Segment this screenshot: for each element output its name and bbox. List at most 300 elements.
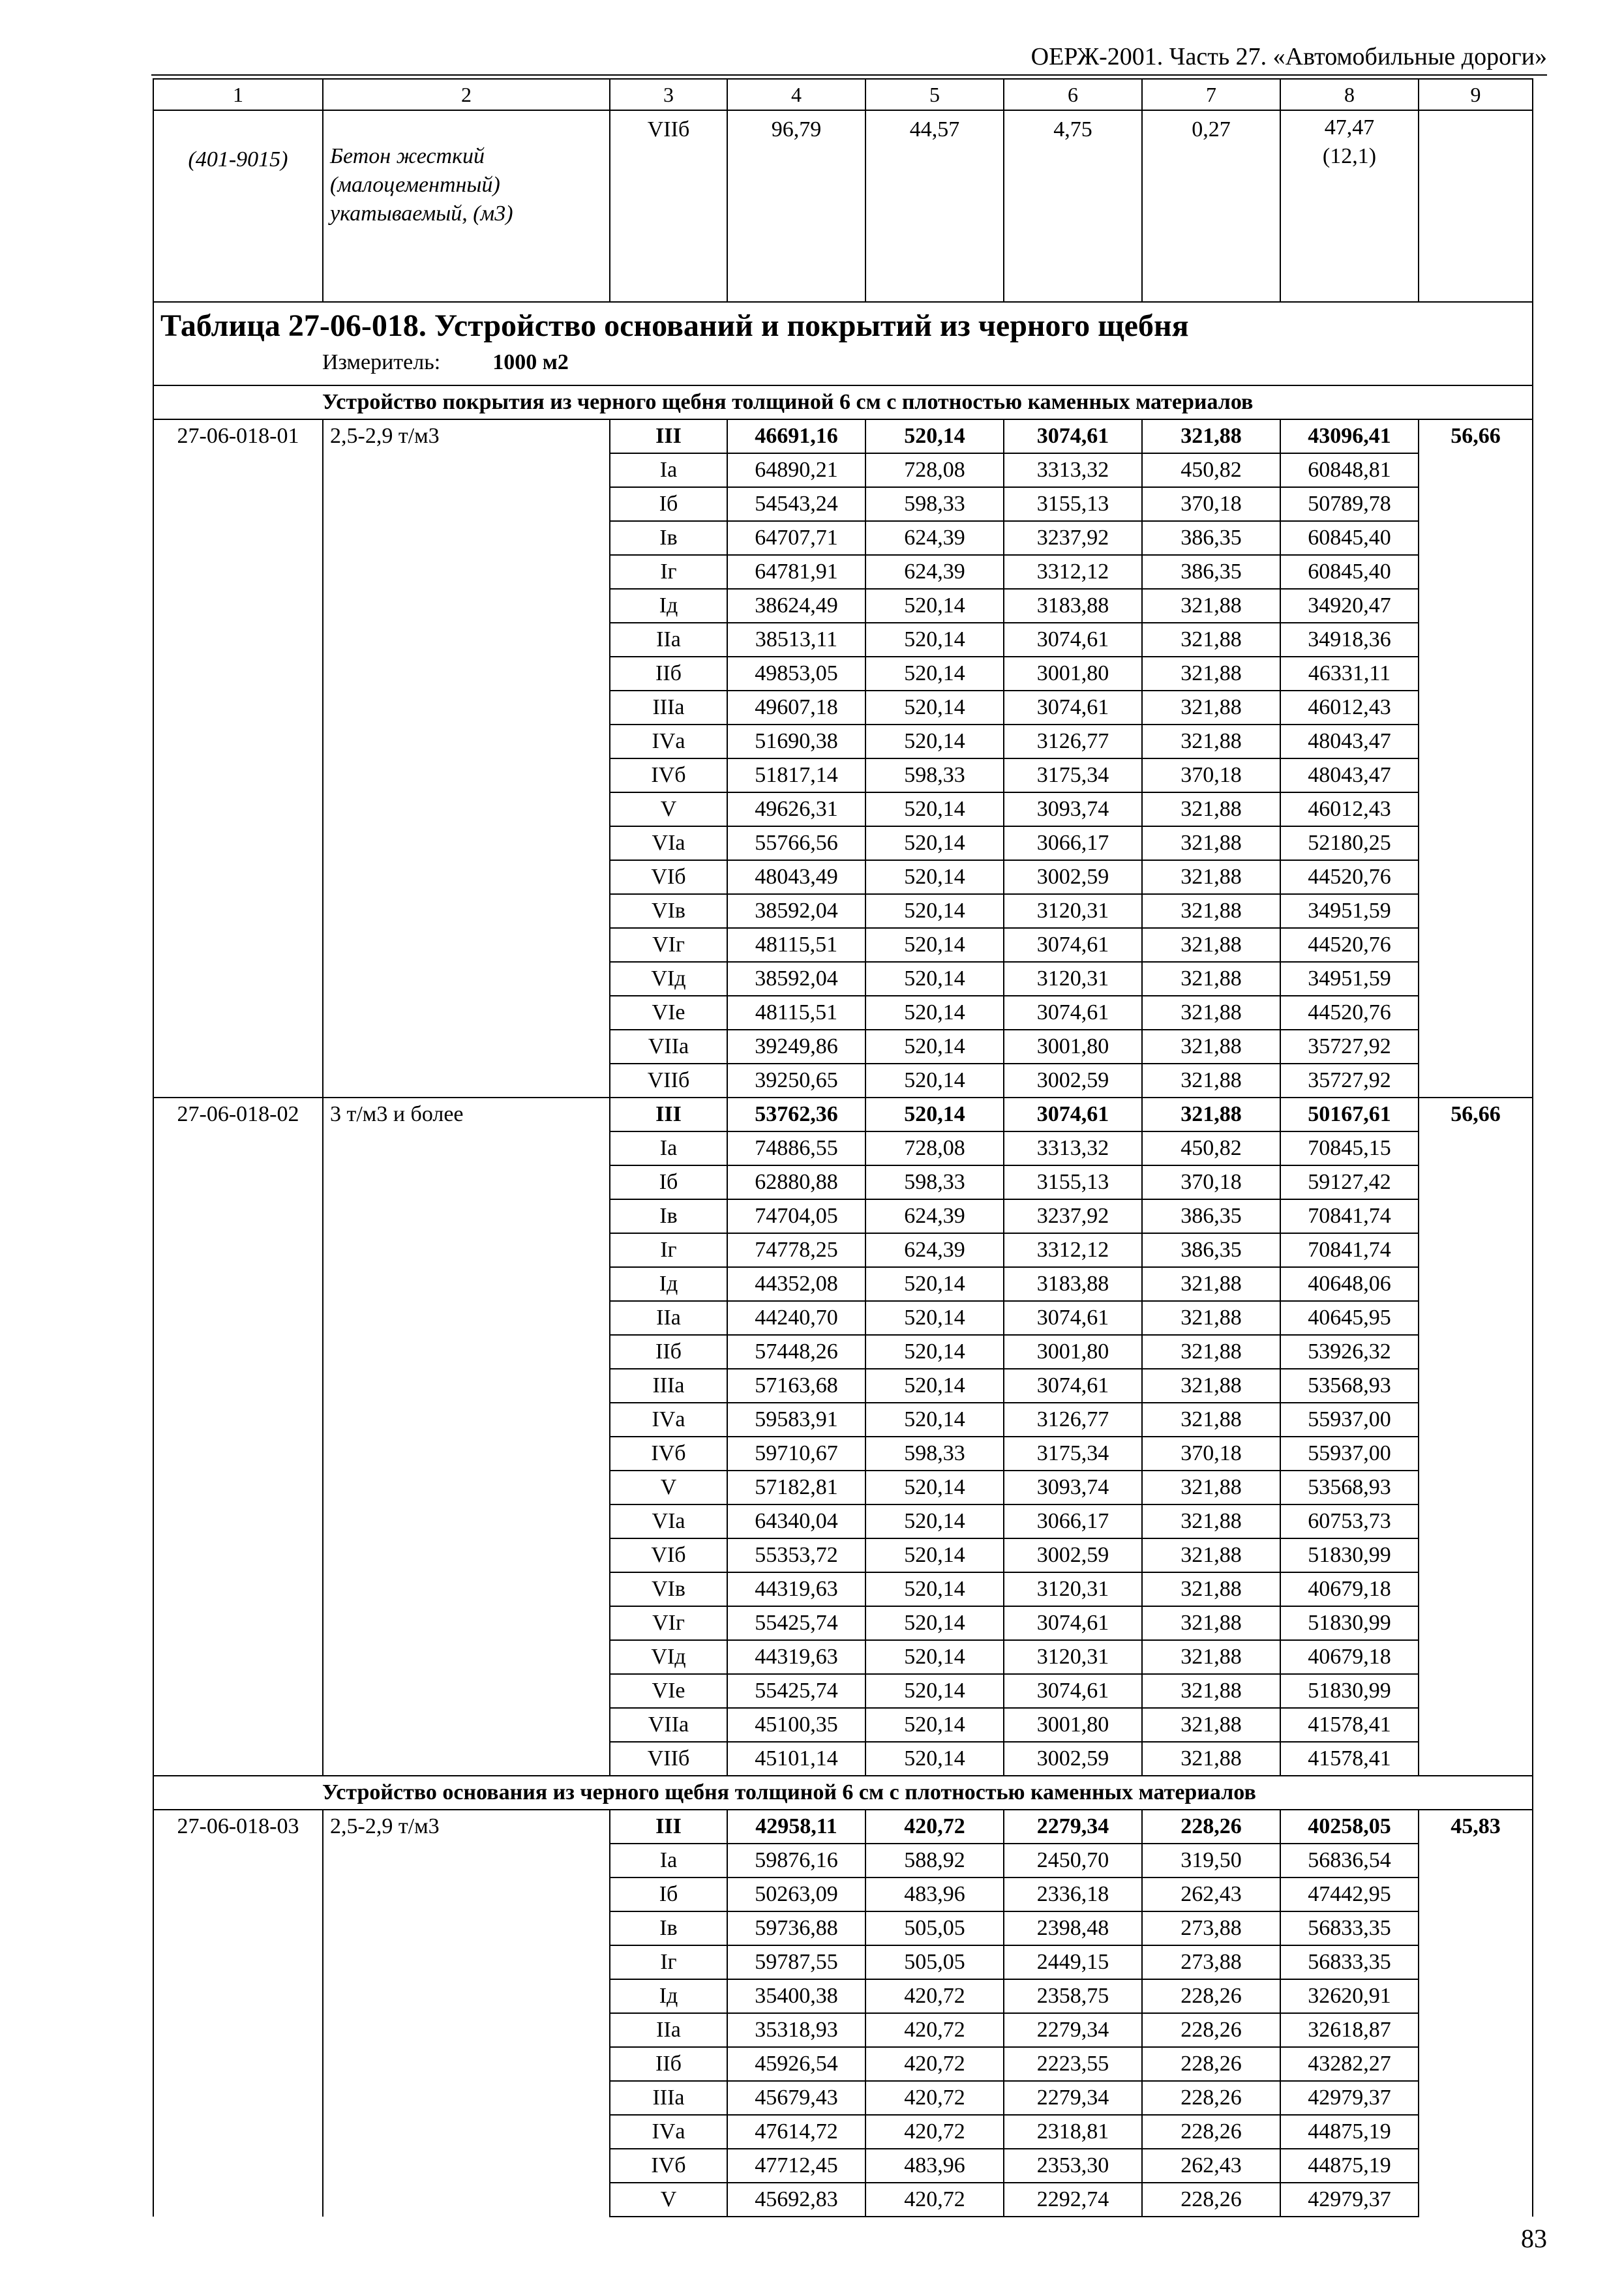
value-cell: 598,33 (865, 1437, 1004, 1471)
value-cell: 60845,40 (1280, 555, 1419, 589)
value-cell: 59736,88 (727, 1911, 865, 1945)
value-cell: 42979,37 (1280, 2183, 1419, 2217)
value-cell: 2292,74 (1004, 2183, 1142, 2217)
value-cell: 370,18 (1142, 1165, 1280, 1199)
value-cell: 48043,47 (1280, 758, 1419, 792)
value-cell: 47442,95 (1280, 1878, 1419, 1911)
value-cell: 370,18 (1142, 487, 1280, 521)
value-cell: 45100,35 (727, 1708, 865, 1742)
value-cell: 3002,59 (1004, 1742, 1142, 1776)
zone-cell: VIIб (610, 110, 727, 302)
value-cell: 370,18 (1142, 1437, 1280, 1471)
value-cell: 42958,11 (727, 1810, 865, 1844)
value-cell: 64781,91 (727, 555, 865, 589)
value-cell: 55937,00 (1280, 1437, 1419, 1471)
zone-cell: IIб (610, 657, 727, 691)
zone-cell: IVа (610, 1403, 727, 1437)
material-code: (401-9015) (153, 110, 323, 302)
value-cell: 598,33 (865, 758, 1004, 792)
value-cell: 32618,87 (1280, 2013, 1419, 2047)
zone-cell: VIIб (610, 1742, 727, 1776)
value-cell: 624,39 (865, 1233, 1004, 1267)
value-cell: 520,14 (865, 1572, 1004, 1606)
value-cell: 50263,09 (727, 1878, 865, 1911)
value-cell: 39250,65 (727, 1064, 865, 1098)
value-cell: 520,14 (865, 623, 1004, 657)
value-cell: 520,14 (865, 1335, 1004, 1369)
value-cell: 386,35 (1142, 555, 1280, 589)
zone-cell: Iг (610, 1233, 727, 1267)
value-cell: 3120,31 (1004, 1640, 1142, 1674)
zone-cell: III (610, 1810, 727, 1844)
zone-cell: Iд (610, 1267, 727, 1301)
column-number: 5 (865, 79, 1004, 110)
labor-value: 56,66 (1419, 419, 1533, 1098)
value-cell: 56833,35 (1280, 1945, 1419, 1979)
value-cell: 386,35 (1142, 1199, 1280, 1233)
value-cell: 44240,70 (727, 1301, 865, 1335)
value-cell: 520,14 (865, 725, 1004, 758)
zone-cell: VIе (610, 1674, 727, 1708)
value-cell: 520,14 (865, 1742, 1004, 1776)
zone-cell: VIе (610, 996, 727, 1030)
value-cell: 321,88 (1142, 860, 1280, 894)
value-cell: 3120,31 (1004, 1572, 1142, 1606)
zone-cell: IIIа (610, 691, 727, 725)
value-cell: 44520,76 (1280, 860, 1419, 894)
zone-cell: IVб (610, 1437, 727, 1471)
value-cell: 35400,38 (727, 1979, 865, 2013)
value-cell: 46331,11 (1280, 657, 1419, 691)
value-cell: 520,14 (865, 657, 1004, 691)
value-cell: 3183,88 (1004, 589, 1142, 623)
value-cell: 598,33 (865, 1165, 1004, 1199)
zone-cell: IIб (610, 2047, 727, 2081)
value-cell: 45926,54 (727, 2047, 865, 2081)
value-cell: 55425,74 (727, 1606, 865, 1640)
value-cell: 34918,36 (1280, 623, 1419, 657)
value-cell: 3120,31 (1004, 894, 1142, 928)
value-cell: 420,72 (865, 2115, 1004, 2149)
zone-cell: V (610, 2183, 727, 2217)
zone-cell: VIв (610, 1572, 727, 1606)
value-cell: 3312,12 (1004, 1233, 1142, 1267)
value-cell: 2279,34 (1004, 1810, 1142, 1844)
value-cell: 3237,92 (1004, 521, 1142, 555)
value-cell: 3001,80 (1004, 1708, 1142, 1742)
section-heading-row (153, 385, 1533, 419)
zone-cell: III (610, 1098, 727, 1131)
zone-cell: VIг (610, 1606, 727, 1640)
value-cell: 50789,78 (1280, 487, 1419, 521)
value-cell: 34920,47 (1280, 589, 1419, 623)
value-cell: 47712,45 (727, 2149, 865, 2183)
value-cell: 2353,30 (1004, 2149, 1142, 2183)
value-cell: 55353,72 (727, 1538, 865, 1572)
zone-cell: VIIа (610, 1030, 727, 1064)
zone-cell: Iд (610, 589, 727, 623)
value-cell: 3074,61 (1004, 623, 1142, 657)
value-cell: 44520,76 (1280, 928, 1419, 962)
value-cell: 3155,13 (1004, 487, 1142, 521)
value-cell: 44319,63 (727, 1572, 865, 1606)
value-cell: 321,88 (1142, 1098, 1280, 1131)
zone-cell: IVа (610, 2115, 727, 2149)
value-cell: 38592,04 (727, 894, 865, 928)
zone-cell: IIIа (610, 2081, 727, 2115)
value-cell: 319,50 (1142, 1844, 1280, 1878)
value-cell: 273,88 (1142, 1945, 1280, 1979)
value-cell: 520,14 (865, 1403, 1004, 1437)
price-table (153, 78, 1533, 2217)
unit-value: 1000 м2 (492, 350, 569, 374)
zone-cell: Iв (610, 521, 727, 555)
zone-cell: Iа (610, 453, 727, 487)
zone-cell: IIа (610, 623, 727, 657)
value-cell: 420,72 (865, 2081, 1004, 2115)
value-cell: 44,57 (865, 110, 1004, 302)
zone-cell: IIа (610, 2013, 727, 2047)
value-cell: 321,88 (1142, 1708, 1280, 1742)
value-cell: 321,88 (1142, 962, 1280, 996)
value-cell: 520,14 (865, 928, 1004, 962)
value-cell: 321,88 (1142, 1301, 1280, 1335)
value-cell: 38513,11 (727, 623, 865, 657)
value-cell: 52180,25 (1280, 826, 1419, 860)
value-cell: 45679,43 (727, 2081, 865, 2115)
value-cell: 588,92 (865, 1844, 1004, 1878)
value-cell: 3120,31 (1004, 962, 1142, 996)
value-cell: 3066,17 (1004, 826, 1142, 860)
value-cell: 46012,43 (1280, 792, 1419, 826)
value-cell (1419, 110, 1533, 302)
value-cell: 728,08 (865, 453, 1004, 487)
value-cell: 32620,91 (1280, 1979, 1419, 2013)
value-cell: 70845,15 (1280, 1131, 1419, 1165)
column-number: 8 (1280, 79, 1419, 110)
zone-cell: VIд (610, 962, 727, 996)
value-cell: 483,96 (865, 2149, 1004, 2183)
value-cell: 321,88 (1142, 1742, 1280, 1776)
value-cell: 3093,74 (1004, 1471, 1142, 1504)
value-cell: 2318,81 (1004, 2115, 1142, 2149)
value-cell: 520,14 (865, 1538, 1004, 1572)
value-cell: 62880,88 (727, 1165, 865, 1199)
value-cell: 520,14 (865, 1267, 1004, 1301)
value-cell: 321,88 (1142, 1030, 1280, 1064)
value-cell: 450,82 (1142, 453, 1280, 487)
value-cell: 3002,59 (1004, 1538, 1142, 1572)
value-cell: 321,88 (1142, 792, 1280, 826)
value-cell: 728,08 (865, 1131, 1004, 1165)
zone-cell: III (610, 419, 727, 453)
value-cell: 3001,80 (1004, 657, 1142, 691)
value-cell: 520,14 (865, 1030, 1004, 1064)
value-cell: 520,14 (865, 691, 1004, 725)
zone-cell: VIв (610, 894, 727, 928)
value-cell: 2223,55 (1004, 2047, 1142, 2081)
zone-cell: VIа (610, 1504, 727, 1538)
value-cell: 3001,80 (1004, 1335, 1142, 1369)
value-cell: 520,14 (865, 860, 1004, 894)
value-cell: 0,27 (1142, 110, 1280, 302)
value-cell: 3074,61 (1004, 928, 1142, 962)
value-cell: 56836,54 (1280, 1844, 1419, 1878)
value-cell: 262,43 (1142, 1878, 1280, 1911)
value-cell: 420,72 (865, 2183, 1004, 2217)
value-cell: 3066,17 (1004, 1504, 1142, 1538)
value-cell: 60845,40 (1280, 521, 1419, 555)
value-cell: 42979,37 (1280, 2081, 1419, 2115)
value-cell: 48043,49 (727, 860, 865, 894)
value-cell: 40679,18 (1280, 1572, 1419, 1606)
value-cell: 3183,88 (1004, 1267, 1142, 1301)
value-cell: 321,88 (1142, 419, 1280, 453)
zone-cell: Iв (610, 1911, 727, 1945)
value-cell: 38624,49 (727, 589, 865, 623)
value-cell: 55937,00 (1280, 1403, 1419, 1437)
value-cell: 48043,47 (1280, 725, 1419, 758)
value-cell: 3001,80 (1004, 1030, 1142, 1064)
zone-cell: IIа (610, 1301, 727, 1335)
unit-label: Измеритель: (322, 350, 441, 374)
value-cell: 3237,92 (1004, 1199, 1142, 1233)
value-cell: 520,14 (865, 1674, 1004, 1708)
value-cell: 45692,83 (727, 2183, 865, 2217)
value-cell: 520,14 (865, 1471, 1004, 1504)
value-cell: 520,14 (865, 1708, 1004, 1742)
table-row (153, 1098, 1533, 1131)
value-cell: 34951,59 (1280, 962, 1419, 996)
value-cell: 321,88 (1142, 826, 1280, 860)
zone-cell: IVб (610, 758, 727, 792)
unit-line (160, 347, 1526, 378)
zone-cell: V (610, 1471, 727, 1504)
value-cell: 3313,32 (1004, 1131, 1142, 1165)
zone-cell: VIд (610, 1640, 727, 1674)
value-cell: 321,88 (1142, 691, 1280, 725)
value-cell: 228,26 (1142, 2047, 1280, 2081)
column-number: 9 (1419, 79, 1533, 110)
value-cell: 370,18 (1142, 758, 1280, 792)
value-cell: 51817,14 (727, 758, 865, 792)
value-cell: 59583,91 (727, 1403, 865, 1437)
value-cell: 57182,81 (727, 1471, 865, 1504)
value-cell: 262,43 (1142, 2149, 1280, 2183)
value-cell: 228,26 (1142, 2183, 1280, 2217)
value-cell: 228,26 (1142, 1810, 1280, 1844)
value-cell: 2279,34 (1004, 2081, 1142, 2115)
rate-name: 2,5-2,9 т/м3 (323, 419, 610, 1098)
value-cell: 520,14 (865, 589, 1004, 623)
value-cell: 321,88 (1142, 996, 1280, 1030)
value-cell: 3074,61 (1004, 1301, 1142, 1335)
column-number: 1 (153, 79, 323, 110)
value-cell: 57448,26 (727, 1335, 865, 1369)
value-cell: 520,14 (865, 792, 1004, 826)
value-cell: 60848,81 (1280, 453, 1419, 487)
zone-cell: Iд (610, 1979, 727, 2013)
value-cell: 321,88 (1142, 1267, 1280, 1301)
value-cell: 228,26 (1142, 2115, 1280, 2149)
value-cell: 3074,61 (1004, 1369, 1142, 1403)
value-cell: 273,88 (1142, 1911, 1280, 1945)
zone-cell: Iг (610, 555, 727, 589)
value-cell: 321,88 (1142, 1572, 1280, 1606)
zone-cell: IIIа (610, 1369, 727, 1403)
value-cell: 3313,32 (1004, 453, 1142, 487)
zone-cell: IVб (610, 2149, 727, 2183)
value-cell: 53926,32 (1280, 1335, 1419, 1369)
table-row (153, 1810, 1533, 1844)
value-cell: 49607,18 (727, 691, 865, 725)
value-cell: 321,88 (1142, 1403, 1280, 1437)
value-cell: 420,72 (865, 2047, 1004, 2081)
value-cell: 520,14 (865, 419, 1004, 453)
value-cell: 321,88 (1142, 1606, 1280, 1640)
value-cell: 50167,61 (1280, 1098, 1419, 1131)
zone-cell: Iб (610, 1165, 727, 1199)
value-cell: 321,88 (1142, 589, 1280, 623)
value-cell: 44875,19 (1280, 2149, 1419, 2183)
value-cell: 321,88 (1142, 1335, 1280, 1369)
value-cell: 2449,15 (1004, 1945, 1142, 1979)
table-title-row (153, 302, 1533, 385)
value-cell: 505,05 (865, 1945, 1004, 1979)
value-cell: 386,35 (1142, 521, 1280, 555)
value-cell: 59127,42 (1280, 1165, 1419, 1199)
labor-value: 56,66 (1419, 1098, 1533, 1776)
value-cell: 2358,75 (1004, 1979, 1142, 2013)
value-cell: 53568,93 (1280, 1369, 1419, 1403)
value-cell: 520,14 (865, 1504, 1004, 1538)
value-cell: 3074,61 (1004, 996, 1142, 1030)
rate-code: 27-06-018-01 (153, 419, 323, 1098)
value-cell: 420,72 (865, 1979, 1004, 2013)
value-cell: 3175,34 (1004, 758, 1142, 792)
value-cell: 228,26 (1142, 1979, 1280, 2013)
value-cell: 55425,74 (727, 1674, 865, 1708)
value-cell: 40679,18 (1280, 1640, 1419, 1674)
value-cell: 74704,05 (727, 1199, 865, 1233)
value-cell: 624,39 (865, 521, 1004, 555)
value-cell: 321,88 (1142, 725, 1280, 758)
value-cell: 483,96 (865, 1878, 1004, 1911)
value-cell: 41578,41 (1280, 1708, 1419, 1742)
value-cell: 51690,38 (727, 725, 865, 758)
value-cell: 520,14 (865, 1098, 1004, 1131)
value-cell: 520,14 (865, 962, 1004, 996)
value-cell: 43096,41 (1280, 419, 1419, 453)
section-heading: Устройство основания из черного щебня толщиной 6 см с плотностью каменных материалов (153, 1776, 1533, 1810)
value-cell: 70841,74 (1280, 1233, 1419, 1267)
value-cell: 59710,67 (727, 1437, 865, 1471)
value-cell: 53762,36 (727, 1098, 865, 1131)
value-cell: 47614,72 (727, 2115, 865, 2149)
value-cell: 44319,63 (727, 1640, 865, 1674)
zone-cell: Iв (610, 1199, 727, 1233)
value-cell: 44352,08 (727, 1267, 865, 1301)
zone-cell: VIIа (610, 1708, 727, 1742)
running-header: ОЕРЖ-2001. Часть 27. «Автомобильные дороги» (1030, 43, 1547, 70)
value-cell: 228,26 (1142, 2013, 1280, 2047)
value-cell: 3126,77 (1004, 725, 1142, 758)
value-cell: 39249,86 (727, 1030, 865, 1064)
value-cell: 46691,16 (727, 419, 865, 453)
value-cell: 386,35 (1142, 1233, 1280, 1267)
value-cell: 321,88 (1142, 1538, 1280, 1572)
zone-cell: V (610, 792, 727, 826)
value-cell: 321,88 (1142, 1504, 1280, 1538)
value-cell: 35727,92 (1280, 1030, 1419, 1064)
value-cell: 48115,51 (727, 928, 865, 962)
rate-code: 27-06-018-02 (153, 1098, 323, 1776)
value-cell: 49853,05 (727, 657, 865, 691)
value-cell: 520,14 (865, 1640, 1004, 1674)
value-cell: 64890,21 (727, 453, 865, 487)
value-cell: 74886,55 (727, 1131, 865, 1165)
value-cell: 228,26 (1142, 2081, 1280, 2115)
column-number: 4 (727, 79, 865, 110)
value-cell: 321,88 (1142, 928, 1280, 962)
zone-cell: IVа (610, 725, 727, 758)
value-cell: 3074,61 (1004, 1606, 1142, 1640)
material-name: Бетон жесткий (малоцементный) укатываемый, (м3) (323, 110, 610, 302)
value-cell: 3155,13 (1004, 1165, 1142, 1199)
value-cell: 3074,61 (1004, 691, 1142, 725)
header-rule (151, 74, 1547, 76)
value-cell: 74778,25 (727, 1233, 865, 1267)
zone-cell: Iа (610, 1844, 727, 1878)
zone-cell: VIа (610, 826, 727, 860)
value-cell: 46012,43 (1280, 691, 1419, 725)
column-number: 6 (1004, 79, 1142, 110)
zone-cell: VIIб (610, 1064, 727, 1098)
value-cell: 60753,73 (1280, 1504, 1419, 1538)
value-cell: 520,14 (865, 826, 1004, 860)
value-cell: 3093,74 (1004, 792, 1142, 826)
value-cell: 44520,76 (1280, 996, 1419, 1030)
rate-name: 3 т/м3 и более (323, 1098, 610, 1776)
value-cell: 321,88 (1142, 1471, 1280, 1504)
value-cell: 45101,14 (727, 1742, 865, 1776)
value-cell: 3002,59 (1004, 860, 1142, 894)
value-cell: 321,88 (1142, 894, 1280, 928)
value-cell: 96,79 (727, 110, 865, 302)
labor-value: 45,83 (1419, 1810, 1533, 2217)
value-cell: 520,14 (865, 1606, 1004, 1640)
value-cell: 598,33 (865, 487, 1004, 521)
value-cell: 3175,34 (1004, 1437, 1142, 1471)
zone-cell: Iа (610, 1131, 727, 1165)
value-cell: 48115,51 (727, 996, 865, 1030)
value-cell: 321,88 (1142, 1064, 1280, 1098)
value-cell: 41578,41 (1280, 1742, 1419, 1776)
value-cell: 59787,55 (727, 1945, 865, 1979)
rate-code: 27-06-018-03 (153, 1810, 323, 2217)
value-cell: 64340,04 (727, 1504, 865, 1538)
value-cell: 57163,68 (727, 1369, 865, 1403)
table-row (153, 419, 1533, 453)
section-heading: Устройство покрытия из черного щебня толщиной 6 см с плотностью каменных материалов (153, 385, 1533, 419)
value-cell: 40645,95 (1280, 1301, 1419, 1335)
value-cell: 59876,16 (727, 1844, 865, 1878)
value-cell: 520,14 (865, 1064, 1004, 1098)
zone-cell: Iг (610, 1945, 727, 1979)
material-row (153, 110, 1533, 302)
value-cell: 55766,56 (727, 826, 865, 860)
value-cell: 2279,34 (1004, 2013, 1142, 2047)
